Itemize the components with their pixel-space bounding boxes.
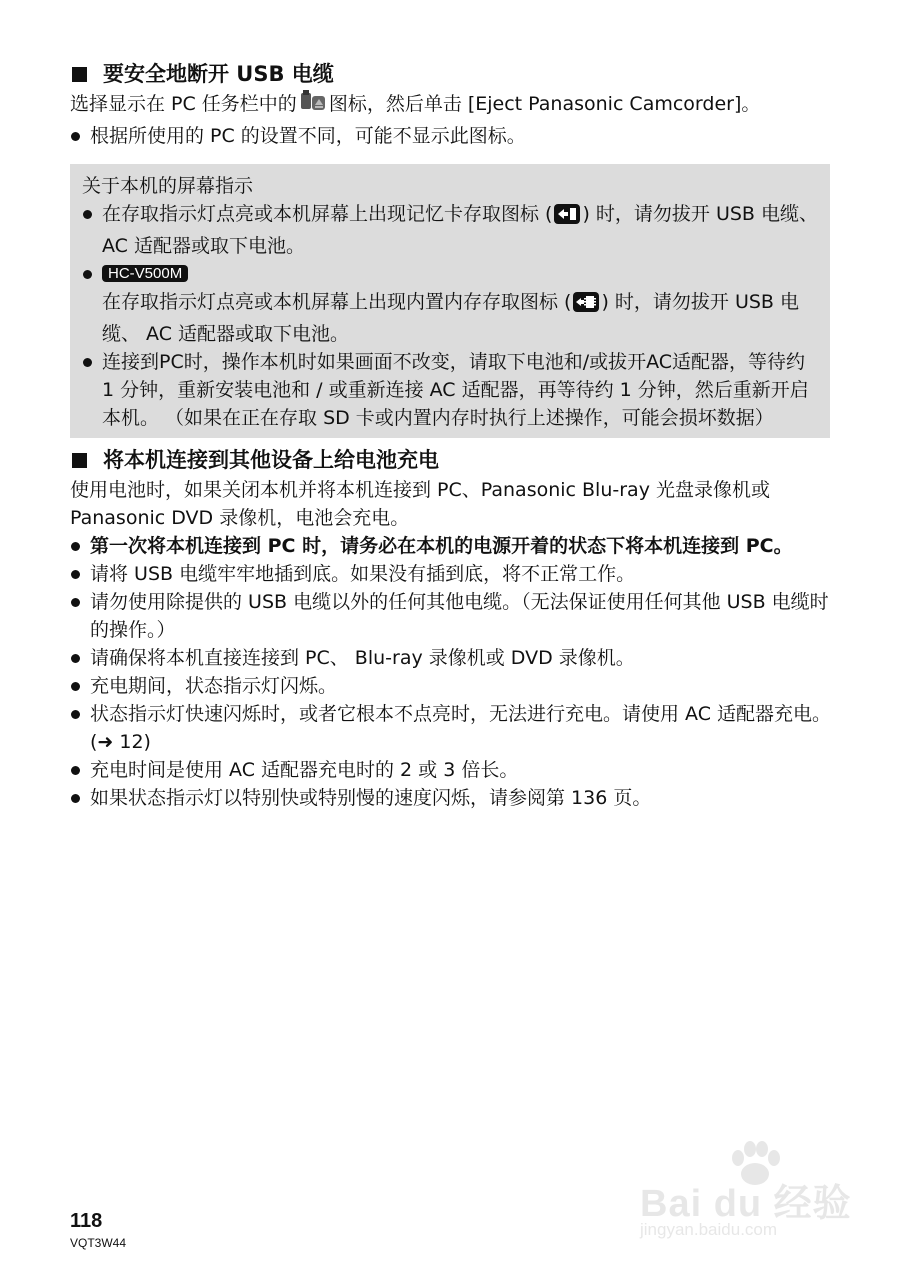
list-item — [70, 672, 832, 700]
list-item — [82, 260, 820, 348]
list-item-text: 请确保将本机直接连接到 PC、 Blu-ray 录像机或 DVD 录像机。 — [90, 647, 635, 669]
list-item — [70, 700, 832, 756]
note-bullet2-part1: 在存取指示灯点亮或本机屏幕上出现内置内存存取图标 ( — [102, 291, 572, 313]
bullet-dot-icon — [83, 270, 92, 279]
bullet-dot-icon — [71, 794, 80, 803]
model-badge: HC-V500M — [102, 265, 188, 282]
bullet-dot-icon — [71, 542, 80, 551]
bullet-dot-icon — [71, 766, 80, 775]
bullet-dot-icon — [71, 598, 80, 607]
section-heading-text: 将本机连接到其他设备上给电池充电 — [103, 448, 439, 472]
list-item — [70, 588, 832, 644]
note-bullet1-part1: 在存取指示灯点亮或本机屏幕上出现记忆卡存取图标 ( — [102, 203, 553, 225]
baidu-watermark — [640, 1140, 880, 1250]
section-heading-charging — [70, 444, 832, 476]
list-item-text: 第一次将本机连接到 PC 时，请务必在本机的电源开着的状态下将本机连接到 PC。 — [90, 535, 793, 557]
eject-instruction-part1: 选择显示在 PC 任务栏中的 — [70, 93, 297, 115]
bullet-dot-icon — [71, 682, 80, 691]
screen-indicator-note — [70, 164, 830, 438]
list-item — [70, 784, 832, 812]
bullet-dot-icon — [71, 654, 80, 663]
list-item-text: 请将 USB 电缆牢牢地插到底。如果没有插到底，将不正常工作。 — [90, 563, 636, 585]
bullet-dot-icon — [71, 132, 80, 141]
eject-instruction — [70, 90, 832, 122]
card-access-icon — [554, 204, 580, 232]
list-item — [70, 122, 832, 150]
list-item — [82, 348, 820, 432]
charging-intro: 使用电池时，如果关闭本机并将本机连接到 PC、Panasonic Blu-ray 光盘录像机或 Panasonic DVD 录像机，电池会充电。 — [70, 479, 770, 529]
section-heading-text: 要安全地断开 USB 电缆 — [103, 62, 334, 86]
bullet-dot-icon — [71, 710, 80, 719]
watermark-site: jingyan.baidu.com — [640, 1220, 778, 1239]
list-item — [82, 200, 820, 260]
memory-access-icon — [573, 292, 599, 320]
list-item-text: 状态指示灯快速闪烁时，或者它根本不点亮时，无法进行充电。请使用 AC 适配器充电。(➜ 12) — [90, 703, 832, 753]
eject-instruction-part2: 图标，然后单击 [Eject Panasonic Camcorder]。 — [328, 93, 761, 115]
bullet-dot-icon — [83, 358, 92, 367]
list-item — [70, 560, 832, 588]
list-item — [70, 756, 832, 784]
page-number: 118 — [70, 1210, 103, 1232]
square-bullet-icon — [72, 67, 87, 82]
bullet-dot-icon — [83, 210, 92, 219]
list-item-text: 如果状态指示灯以特别快或特别慢的速度闪烁，请参阅第 136 页。 — [90, 787, 652, 809]
note-bullet1-part2: ) 时，请勿拔开 USB 电缆、 AC 适配器或取下电池。 — [102, 203, 819, 257]
note-bullet3-text: 连接到PC时，操作本机时如果画面不改变，请取下电池和/或拔开AC适配器，等待约 1 分钟，重新安装电池和 / 或重新连接 AC 适配器，再等待约 1 分钟，然后重新开启本机。 （如果在正在存取 SD 卡或内置内存时执行上述操作，可能会损坏数据） — [102, 351, 809, 429]
list-item-text: 请勿使用除提供的 USB 电缆以外的任何其他电缆。（无法保证使用任何其他 USB 电缆时的操作。） — [90, 591, 829, 641]
bullet-dot-icon — [71, 570, 80, 579]
document-page — [70, 58, 832, 812]
list-item-text: 充电期间，状态指示灯闪烁。 — [90, 675, 338, 697]
watermark-brand: Bai du 经验 — [640, 1183, 852, 1225]
note-title: 关于本机的屏幕指示 — [82, 175, 254, 197]
list-item — [70, 532, 832, 560]
list-item-text: 充电时间是使用 AC 适配器充电时的 2 或 3 倍长。 — [90, 759, 519, 781]
document-code: VQT3W44 — [70, 1236, 127, 1250]
square-bullet-icon — [72, 453, 87, 468]
note-bullet2-part2: ) 时，请勿拔开 USB 电缆、 AC 适配器或取下电池。 — [102, 291, 800, 345]
list-item-text: 根据所使用的 PC 的设置不同，可能不显示此图标。 — [90, 125, 526, 147]
list-item — [70, 644, 832, 672]
usb-eject-icon — [299, 90, 327, 122]
section-heading-safe-disconnect — [70, 58, 832, 90]
